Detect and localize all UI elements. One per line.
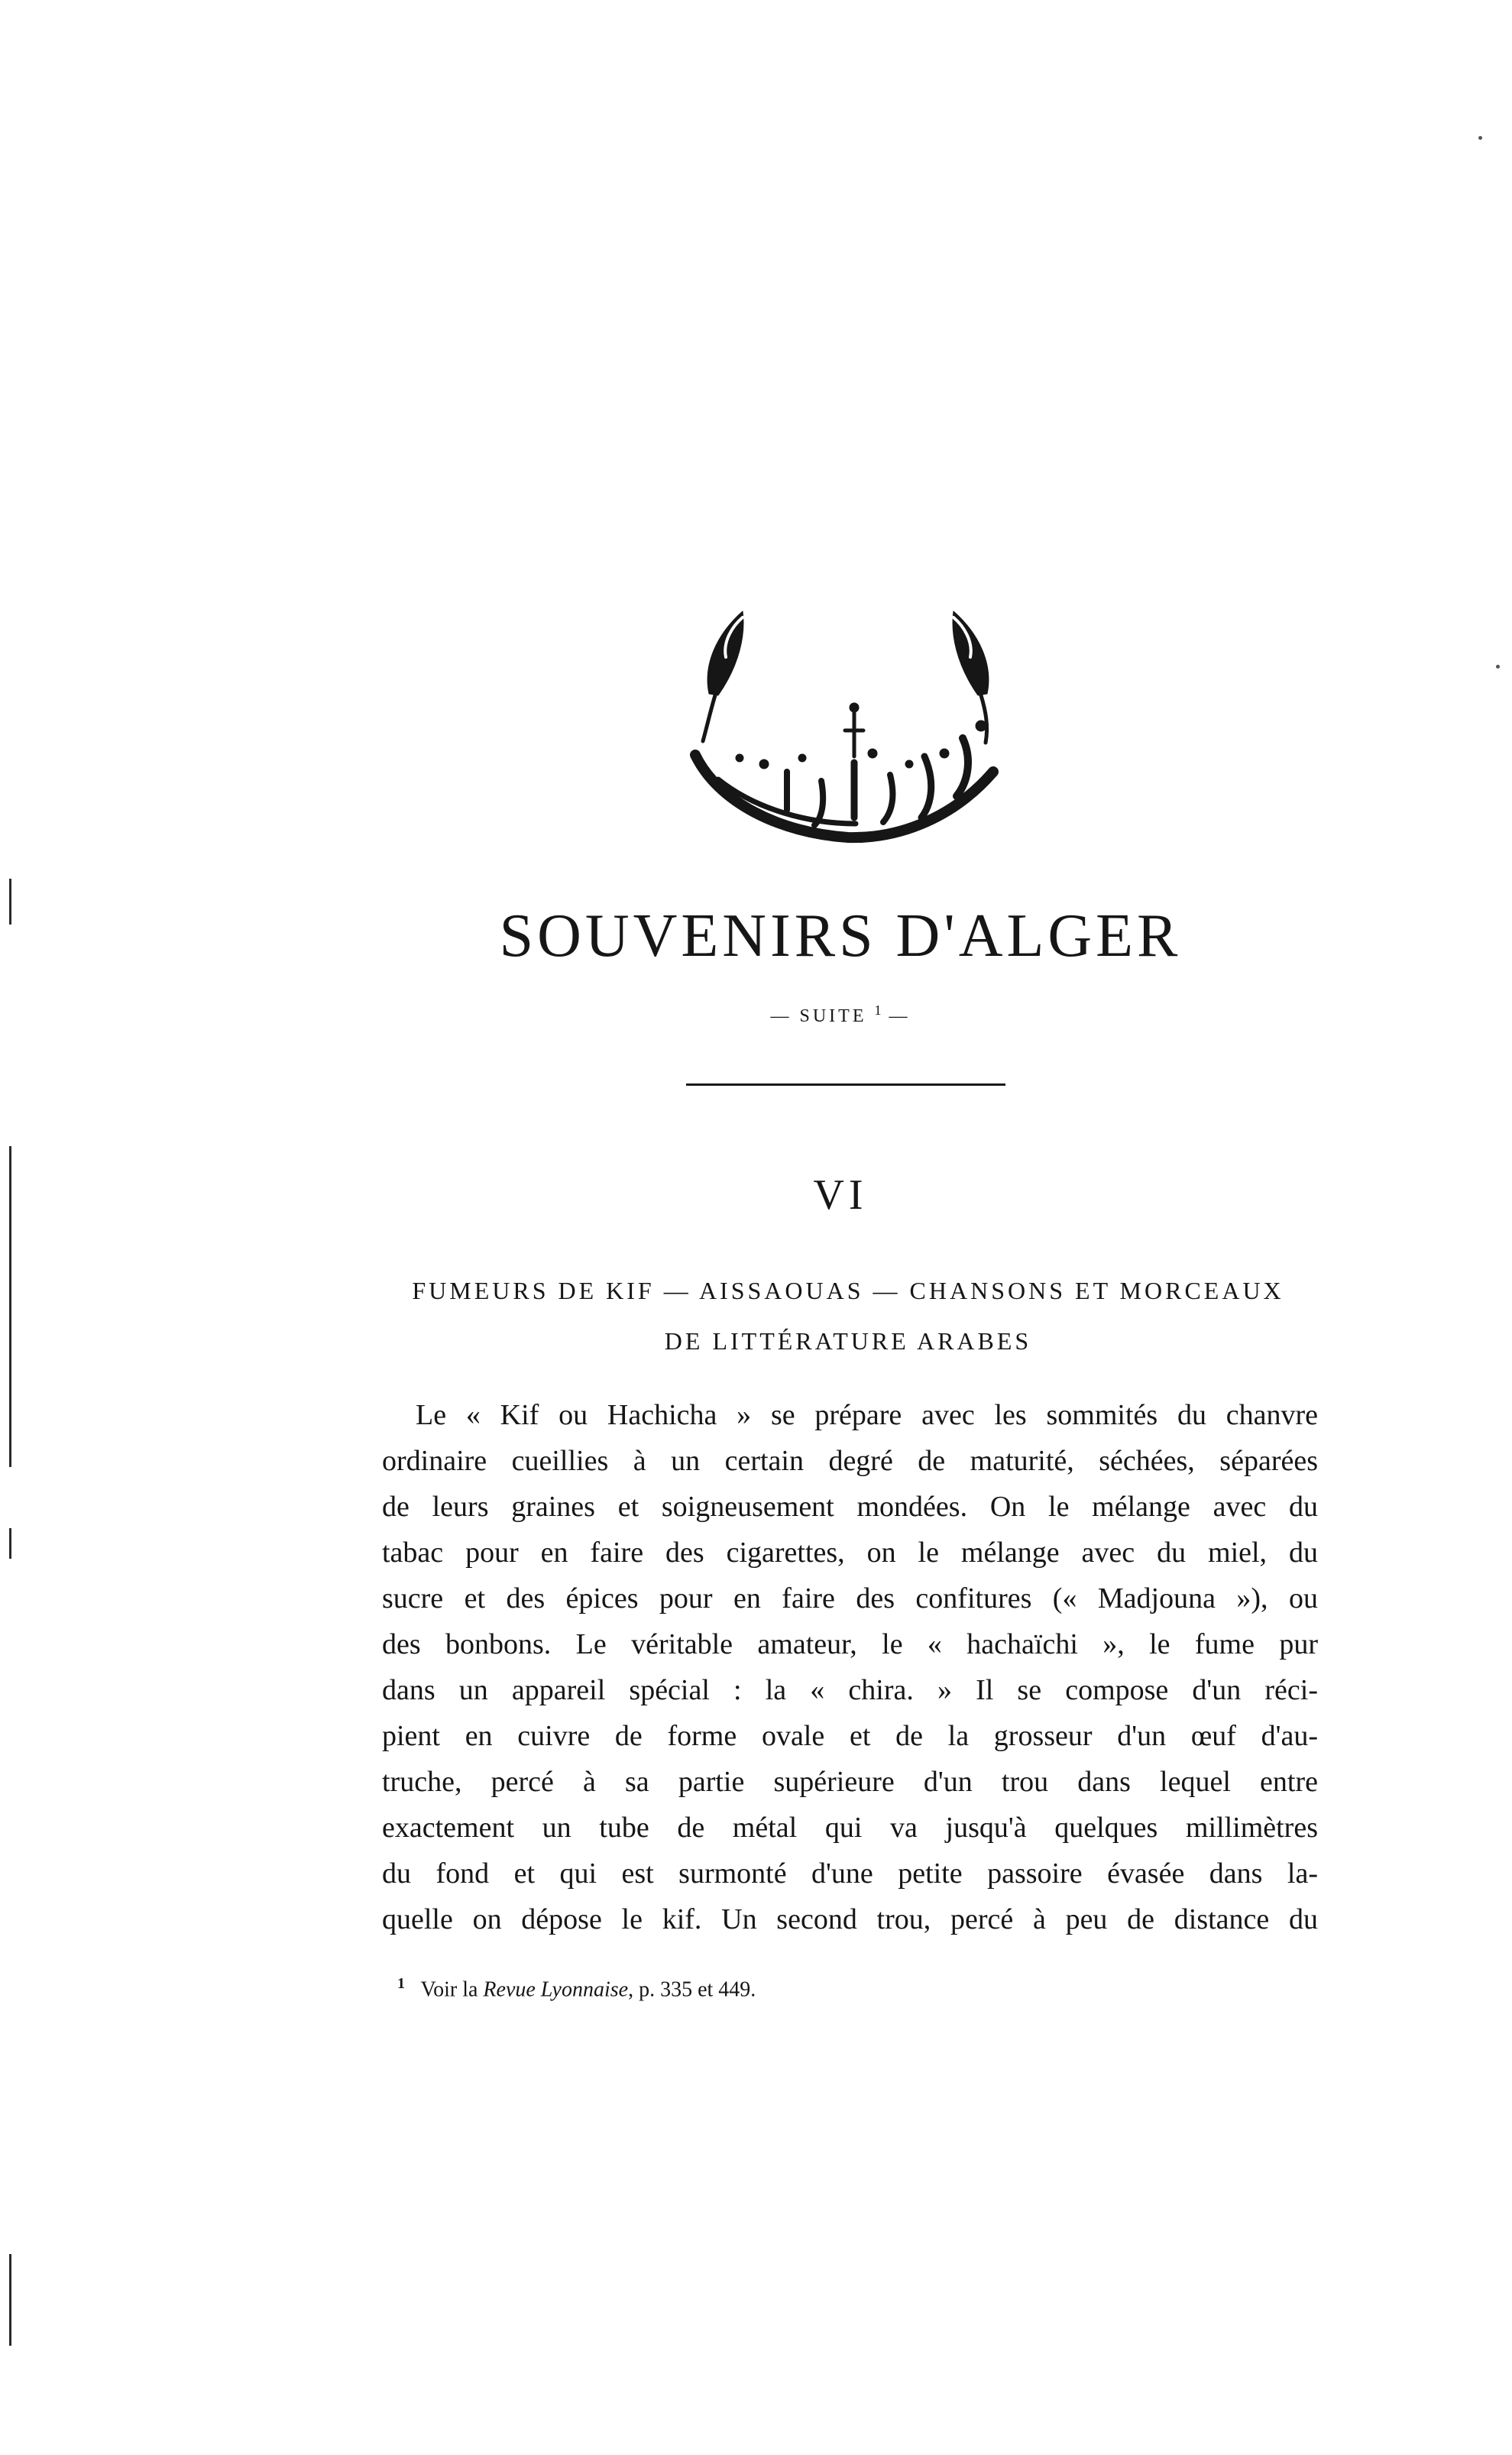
suite-text: — SUITE (770, 1006, 867, 1026)
subtitle-line: FUMEURS DE KIF — AISSAOUAS — CHANSONS ET MORCEAUX (412, 1277, 1284, 1304)
chapter-subtitle (378, 1265, 1318, 1366)
footnote (397, 1975, 756, 2002)
body-line: Le « Kif ou Hachicha » se prépare avec les sommités du chanvre (416, 1399, 1318, 1431)
stray-dot (1478, 136, 1482, 140)
subtitle-line: DE LITTÉRATURE ARABES (664, 1327, 1032, 1355)
body-line: truche, percé à sa partie supérieure d'un trou dans lequel entre (382, 1766, 1318, 1798)
body-line: pient en cuivre de forme ovale et de la grosseur d'un œuf d'au- (382, 1720, 1318, 1752)
body-line: quelle on dépose le kif. Un second trou, percé à peu de distance du (382, 1903, 1318, 1935)
suite-footnote-ref[interactable]: 1 (874, 1002, 882, 1018)
stray-dot (1496, 665, 1500, 669)
chapter-number: VI (813, 1171, 868, 1219)
title-divider (686, 1083, 1005, 1086)
body-line: sucre et des épices pour en faire des confitures (« Madjouna »), ou (382, 1582, 1318, 1615)
body-line: du fond et qui est surmonté d'une petite passoire évasée dans la- (382, 1857, 1318, 1890)
body-line: de leurs graines et soigneusement mondées. On le mélange avec du (382, 1491, 1318, 1523)
footnote-mark: 1 (397, 1975, 405, 1992)
suite-label (611, 1002, 1070, 1027)
footnote-prefix: Voir la (420, 1977, 478, 2002)
body-line: ordinaire cueillies à un certain degré de maturité, séchées, séparées (382, 1445, 1318, 1477)
body-line: dans un appareil spécial : la « chira. » Il se compose d'un réci- (382, 1674, 1318, 1706)
footnote-suffix: , p. 335 et 449. (628, 1977, 756, 2002)
body-line: tabac pour en faire des cigarettes, on le mélange avec du miel, du (382, 1537, 1318, 1569)
scan-gutter-mark (9, 1146, 11, 1467)
scan-gutter-mark (9, 879, 11, 925)
body-line: des bonbons. Le véritable amateur, le « hachaïchi », le fume pur (382, 1628, 1318, 1660)
suite-dash: — (889, 1006, 911, 1026)
footnote-publication: Revue Lyonnaise (483, 1977, 629, 2002)
scan-gutter-mark (9, 2254, 11, 2346)
page-title: SOUVENIRS D'ALGER (499, 902, 1182, 970)
scan-gutter-mark (9, 1528, 11, 1559)
body-paragraph (382, 1392, 1318, 1942)
arabic-calligraphy-ornament-icon (672, 581, 1024, 871)
body-line: exactement un tube de métal qui va jusqu'à quelques millimètres (382, 1812, 1318, 1844)
